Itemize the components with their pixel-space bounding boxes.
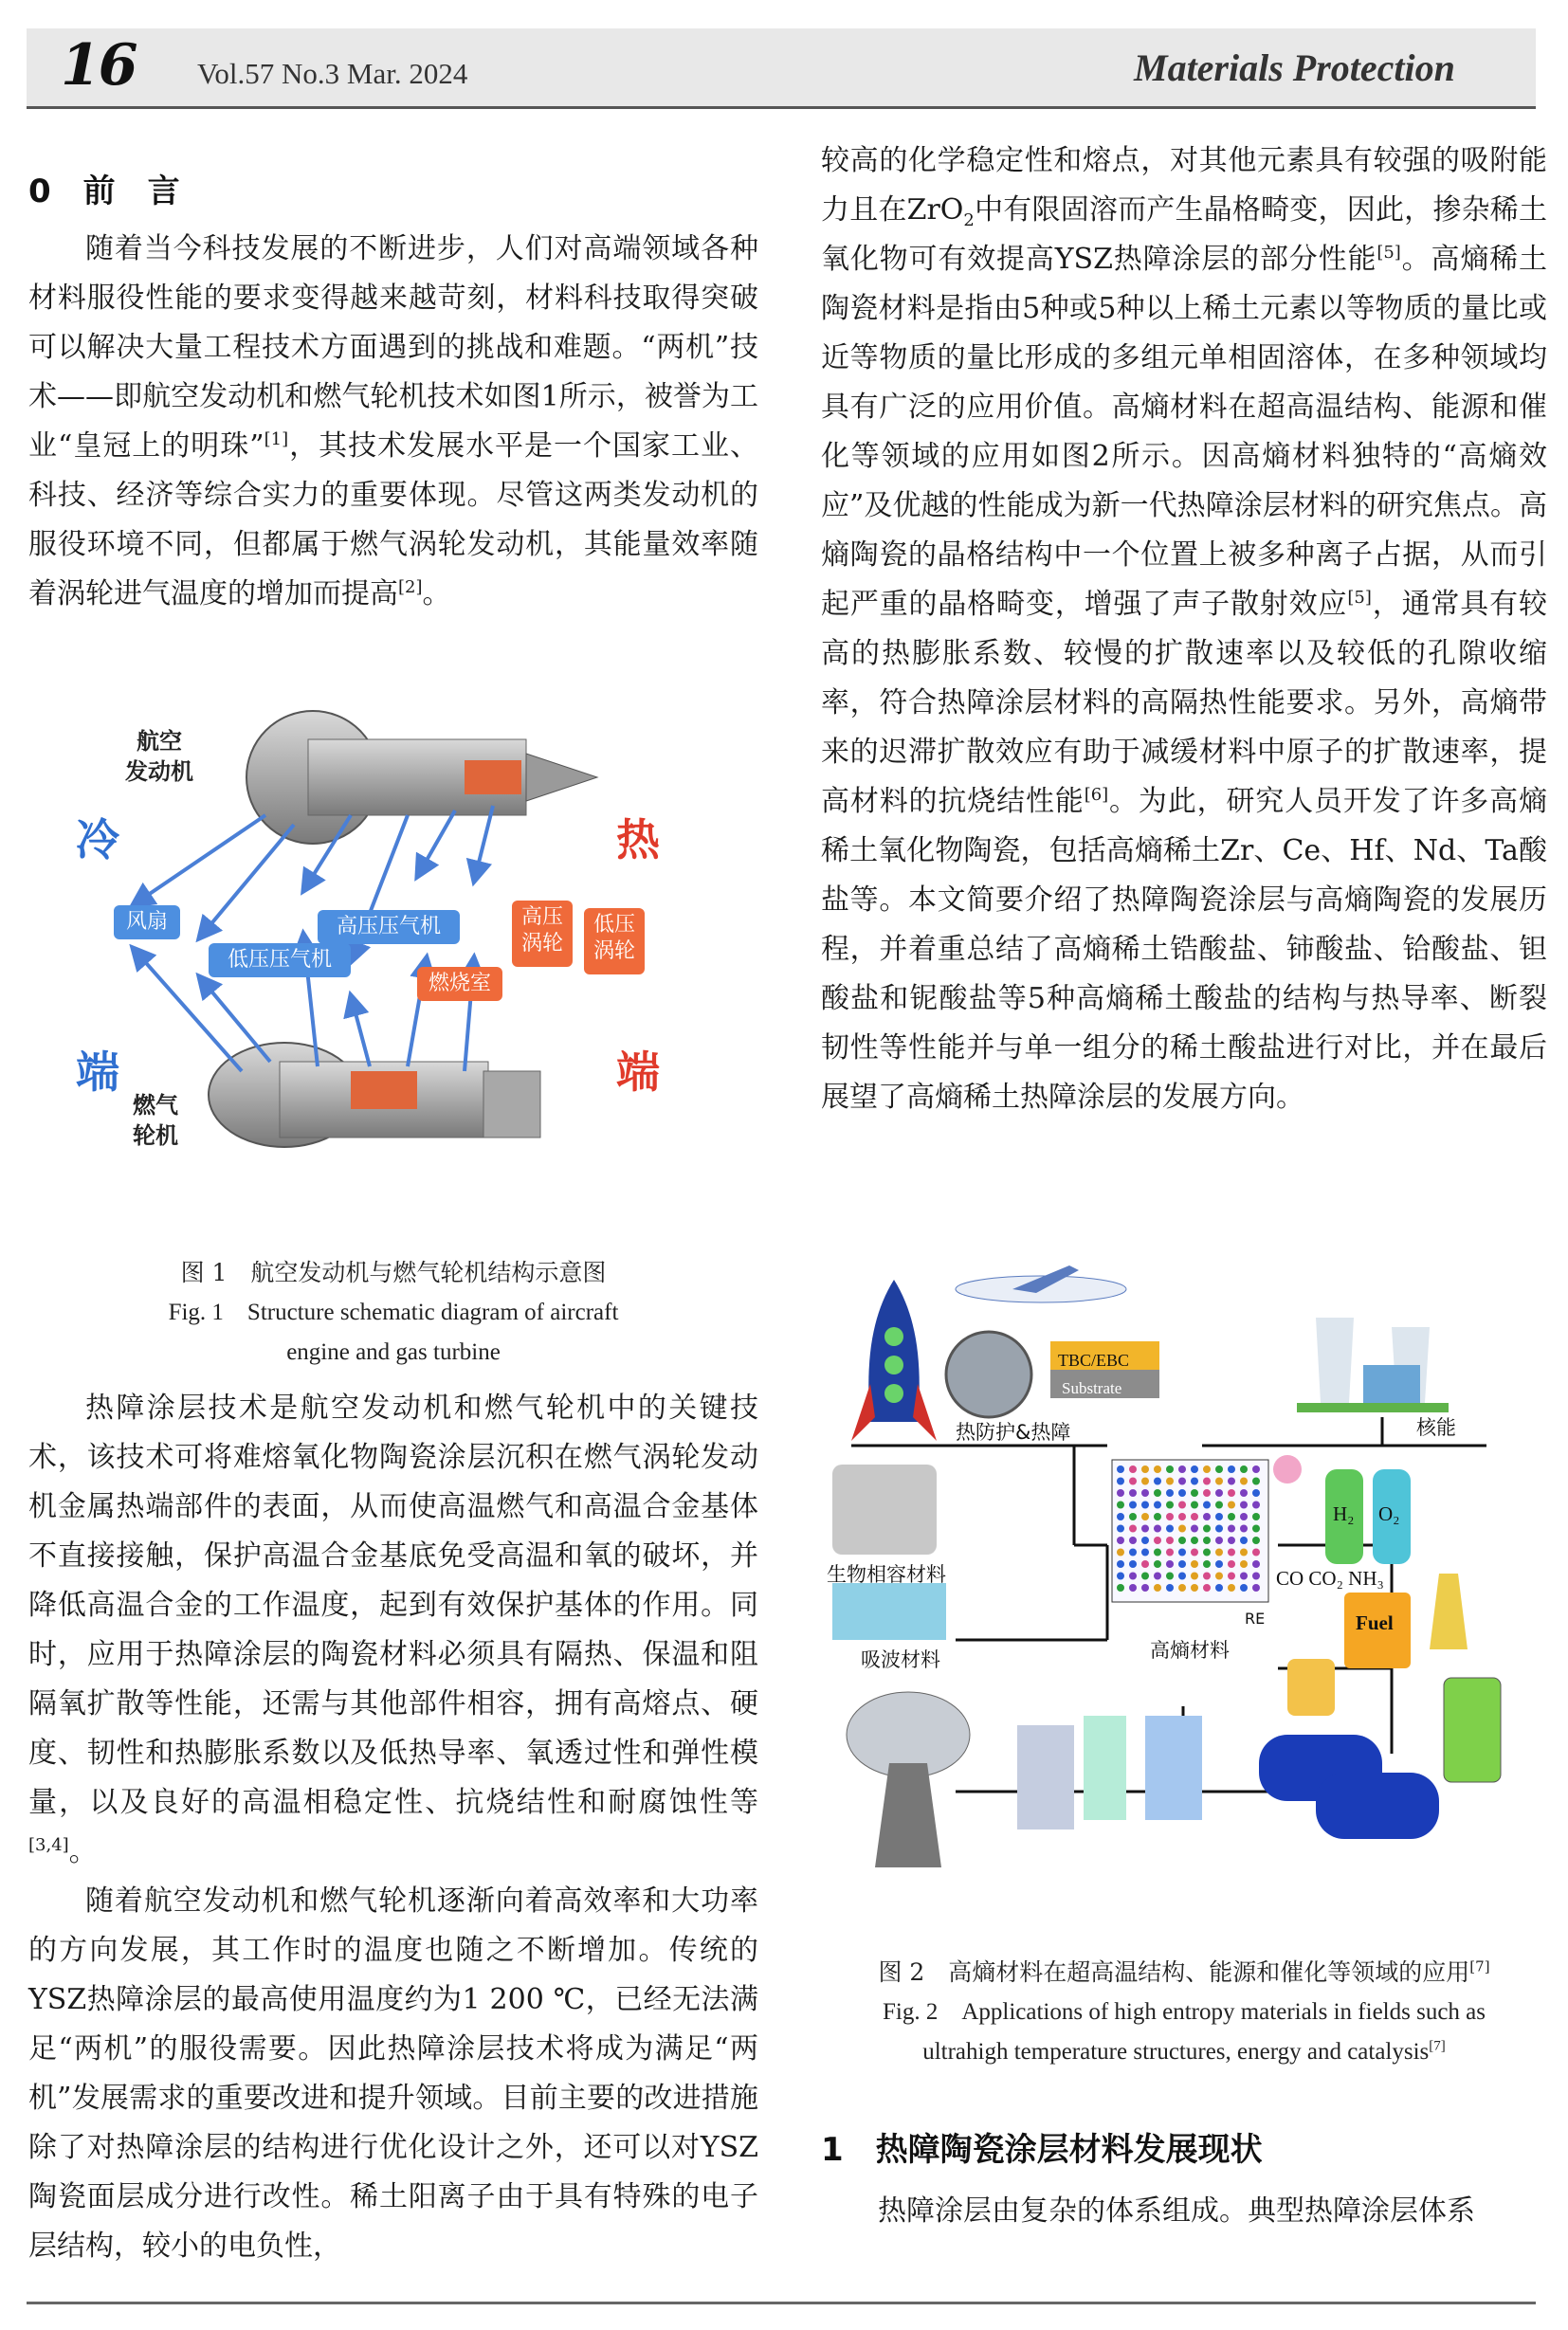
- lattice-atom: [1129, 1465, 1137, 1473]
- lattice-atom: [1215, 1560, 1223, 1568]
- figure-2-caption-cn: [821, 1953, 1547, 1993]
- lattice-atom: [1240, 1560, 1248, 1568]
- figure-1-caption-en-2: engine and gas turbine: [286, 1339, 501, 1365]
- lattice-atom: [1252, 1560, 1260, 1568]
- section-0-title: 0 前 言: [28, 173, 180, 210]
- lattice-atom: [1203, 1513, 1211, 1520]
- re-text-2: 中有限固溶而产生晶格畸变，因此，掺杂稀土氧化物可有效提高YSZ热障涂层的部分性能: [821, 193, 1548, 276]
- lattice-atom: [1215, 1502, 1223, 1509]
- lattice-atom: [1215, 1525, 1223, 1533]
- label-gas-turbine: 燃气 轮机: [133, 1092, 178, 1149]
- satellite-dish-image: [847, 1692, 970, 1867]
- lattice-atom: [1129, 1537, 1137, 1544]
- lattice-atom: [1141, 1525, 1149, 1533]
- lattice-atom: [1129, 1478, 1137, 1485]
- lattice-atom: [1228, 1489, 1235, 1497]
- high-entropy-lattice-image: [1112, 1460, 1268, 1602]
- lattice-atom: [1191, 1525, 1198, 1533]
- figure-2-caption-en-1: Fig. 2 Applications of high entropy materials in fields such as: [882, 1999, 1486, 2025]
- lattice-atom: [1154, 1478, 1161, 1485]
- label-nuclear: 核能: [1416, 1416, 1456, 1439]
- lattice-atom: [1203, 1525, 1211, 1533]
- lattice-atom: [1203, 1489, 1211, 1497]
- lattice-atom: [1166, 1465, 1174, 1473]
- figure-2-caption-cn-ref: [7]: [1469, 1957, 1490, 1975]
- lattice-atom: [1178, 1560, 1186, 1568]
- rare-earth-paragraph: [821, 137, 1547, 1122]
- label-biocompatible: 生物相容材料: [827, 1563, 946, 1586]
- lattice-atom: [1240, 1465, 1248, 1473]
- lattice-atom: [1166, 1537, 1174, 1544]
- lattice-atom: [1215, 1489, 1223, 1497]
- lattice-atom: [1240, 1478, 1248, 1485]
- lattice-atom: [1191, 1489, 1198, 1497]
- lattice-atom: [1240, 1537, 1248, 1544]
- lattice-atom: [1178, 1489, 1186, 1497]
- lattice-atom: [1203, 1478, 1211, 1485]
- figure-2-caption: [821, 1953, 1547, 2072]
- lattice-atom: [1178, 1584, 1186, 1592]
- lattice-atom: [1191, 1549, 1198, 1556]
- membrane-image: [1017, 1716, 1202, 1829]
- lattice-atom: [1228, 1478, 1235, 1485]
- lattice-atom: [1203, 1502, 1211, 1509]
- lattice-atom: [1215, 1549, 1223, 1556]
- lattice-atom: [1228, 1525, 1235, 1533]
- lattice-atom: [1215, 1584, 1223, 1592]
- lattice-atom: [1203, 1560, 1211, 1568]
- lattice-atom: [1129, 1573, 1137, 1580]
- right-column-bottom: [821, 2123, 1547, 2236]
- lattice-atom: [1141, 1513, 1149, 1520]
- lattice-atom: [1166, 1502, 1174, 1509]
- lattice-atom: [1191, 1502, 1198, 1509]
- lattice-atom: [1228, 1549, 1235, 1556]
- ref-5b: [5]: [1347, 588, 1372, 608]
- lattice-atom: [1191, 1584, 1198, 1592]
- label-aero-engine: 航空 发动机: [125, 728, 193, 785]
- lattice-atom: [1228, 1560, 1235, 1568]
- lattice-atom: [1154, 1573, 1161, 1580]
- lattice-atom: [1117, 1584, 1124, 1592]
- skeleton-image: [832, 1465, 937, 1555]
- lattice-atom: [1166, 1489, 1174, 1497]
- intro-text-3: 。: [422, 577, 451, 610]
- box-fan: 风扇: [114, 905, 180, 939]
- lattice-atom: [1141, 1584, 1149, 1592]
- figure-1: [66, 701, 673, 1232]
- lattice-atom: [1191, 1537, 1198, 1544]
- lattice-atom: [1240, 1489, 1248, 1497]
- lattice-atom: [1215, 1478, 1223, 1485]
- page-number: 16: [61, 32, 137, 99]
- lattice-atom: [1191, 1560, 1198, 1568]
- lattice-atom: [1129, 1560, 1137, 1568]
- lattice-atom: [1129, 1489, 1137, 1497]
- ref-6: [6]: [1084, 785, 1109, 805]
- figure-2-caption-en-2: [821, 2032, 1547, 2072]
- box-hp-compressor: 高压压气机: [318, 910, 460, 944]
- lattice-atom: [1117, 1537, 1124, 1544]
- lattice-atom: [1178, 1537, 1186, 1544]
- lattice-atom: [1154, 1537, 1161, 1544]
- lattice-atom: [1154, 1513, 1161, 1520]
- lattice-atom: [1141, 1560, 1149, 1568]
- lattice-atom: [1141, 1573, 1149, 1580]
- lattice-atom: [1203, 1584, 1211, 1592]
- lattice-atom: [1117, 1513, 1124, 1520]
- figure-1-caption-en-1: Fig. 1 Structure schematic diagram of aircraft: [168, 1300, 619, 1325]
- lattice-atom: [1154, 1465, 1161, 1473]
- lattice-atom: [1166, 1513, 1174, 1520]
- lattice-atom: [1154, 1502, 1161, 1509]
- airplane-image: [956, 1265, 1126, 1302]
- label-h2: H₂: [1333, 1502, 1355, 1525]
- lattice-atom: [1141, 1549, 1149, 1556]
- figure-2-caption-en-2-text: ultrahigh temperature structures, energy and catalysis: [922, 2039, 1430, 2065]
- lattice-atom: [1178, 1573, 1186, 1580]
- figure-2: [823, 1261, 1545, 1943]
- label-cold: 冷: [76, 814, 119, 865]
- lattice-atom: [1252, 1465, 1260, 1473]
- lattice-atom: [1228, 1465, 1235, 1473]
- lattice-atom: [1166, 1525, 1174, 1533]
- left-column-top: [28, 165, 758, 619]
- figure-2-graphic: [823, 1261, 1545, 1943]
- lattice-atom: [1252, 1525, 1260, 1533]
- label-absorbing: 吸波材料: [861, 1648, 940, 1671]
- section-1-paragraph: 热障涂层由复杂的体系组成。典型热障涂层体系: [878, 2194, 1475, 2228]
- lattice-atom: [1203, 1549, 1211, 1556]
- tbc-text: 热障涂层技术是航空发动机和燃气轮机中的关键技术，该技术可将难熔氧化物陶瓷涂层沉积在燃气涡轮发动机金属热端部件的表面，从而使高温燃气和高温合金基体不直接接触，保护高温合金基底免受高温和氧的破坏，并降低高温合金的工作温度，起到有效保护基体的作用。同时，应用于热障涂层的陶瓷材料必须具有隔热、保温和阻隔氧扩散等性能，还需与其他部件相容，拥有高熔点、硬度、韧性和热膨胀系数以及低热导率、氧透过性和弹性模量，以及良好的高温相稳定性、抗烧结性和耐腐蚀性等: [28, 1392, 758, 1819]
- lattice-atom: [1129, 1525, 1137, 1533]
- lattice-atom: [1129, 1502, 1137, 1509]
- lattice-atom: [1154, 1560, 1161, 1568]
- lattice-atom: [1203, 1465, 1211, 1473]
- lattice-atom: [1117, 1549, 1124, 1556]
- lattice-atom: [1154, 1584, 1161, 1592]
- re-text-1: 较高的化学稳定性和熔点，对其他元素具有较强的吸附能力且在ZrO: [821, 144, 1547, 227]
- lattice-atom: [1178, 1549, 1186, 1556]
- figure-2-caption-cn-text: 图 2 高熵材料在超高温结构、能源和催化等领域的应用: [878, 1958, 1470, 1986]
- label-o2: O₂: [1378, 1502, 1400, 1525]
- lattice-atom: [1117, 1478, 1124, 1485]
- label-tbc-ebc: TBC/EBC: [1058, 1351, 1130, 1370]
- tbc-text-end: 。: [68, 1835, 98, 1868]
- label-high-entropy-material: 高熵材料: [1150, 1639, 1230, 1662]
- lattice-atom: [1228, 1573, 1235, 1580]
- intro-text-1: 随着当今科技发展的不断进步，人们对高端领域各种材料服役性能的要求变得越来越苛刻，材料科技取得突破可以解决大量工程技术方面遇到的挑战和难题。“两机”技术——即航空发动机和燃气轮机技术如图1所示，被誉为工业“皇冠上的明珠”: [28, 232, 758, 463]
- lattice-atom: [1215, 1537, 1223, 1544]
- label-thermal-protection: 热防护&热障: [956, 1421, 1071, 1444]
- lattice-atom: [1154, 1489, 1161, 1497]
- ref-2: [2]: [398, 577, 423, 597]
- lattice-atom: [1203, 1573, 1211, 1580]
- bottle-image: [1287, 1659, 1335, 1716]
- lattice-atom: [1117, 1502, 1124, 1509]
- lattice-atom: [1178, 1513, 1186, 1520]
- lattice-atom: [1141, 1465, 1149, 1473]
- lattice-atom: [1191, 1465, 1198, 1473]
- lattice-atom: [1252, 1537, 1260, 1544]
- figure-2-caption-en-ref: [7]: [1429, 2038, 1446, 2054]
- section-1-title: 1 热障陶瓷涂层材料发展现状: [821, 2131, 1263, 2169]
- label-substrate: Substrate: [1062, 1379, 1122, 1397]
- development-paragraph: 随着航空发动机和燃气轮机逐渐向着高效率和大功率的方向发展，其工作时的温度也随之不断增加。传统的YSZ热障涂层的最高使用温度约为1 200 ℃，已经无法满足“两机”的服役需要。因此热障涂层技术将成为满足“两机”发展需求的重要改进和提升领域。目前主要的改进措施除了对热障涂层的结构进行优化设计之外，还可以对YSZ陶瓷面层成分进行改性。稀土阳离子由于具有特殊的电子层结构，较小的电负性，: [28, 1884, 758, 2263]
- lattice-atom: [1166, 1478, 1174, 1485]
- lattice-atom: [1166, 1560, 1174, 1568]
- box-combustor: 燃烧室: [417, 967, 502, 1001]
- re-text-4: ，通常具有较高的热膨胀系数、较慢的扩散速率以及较低的孔隙收缩率，符合热障涂层材料的高隔热性能要求。另外，高熵带来的迟滞扩散效应有助于减缓材料中原子的扩散速率，提高材料的抗烧结性能: [821, 588, 1547, 818]
- ref-3-4: [3,4]: [28, 1835, 69, 1855]
- left-column-bottom: [28, 1384, 758, 2271]
- lattice-atom: [1166, 1573, 1174, 1580]
- lattice-atom: [1252, 1573, 1260, 1580]
- intro-text-2: ，其技术发展水平是一个国家工业、科技、经济等综合实力的重要体现。尽管这两类发动机的服役环境不同，但都属于燃气涡轮发动机，其能量效率随着涡轮进气温度的增加而提高: [28, 429, 758, 610]
- lattice-atom: [1191, 1513, 1198, 1520]
- label-fuel: Fuel: [1356, 1611, 1394, 1634]
- lattice-atom: [1240, 1502, 1248, 1509]
- lattice-atom: [1178, 1525, 1186, 1533]
- lattice-atom: [1228, 1584, 1235, 1592]
- lattice-atom: [1240, 1584, 1248, 1592]
- lattice-atom: [1178, 1478, 1186, 1485]
- lattice-atom: [1252, 1489, 1260, 1497]
- label-re: RE: [1245, 1610, 1266, 1628]
- lattice-atom: [1240, 1573, 1248, 1580]
- lattice-atom: [1129, 1584, 1137, 1592]
- lattice-atom: [1117, 1525, 1124, 1533]
- fan-image: [946, 1332, 1031, 1417]
- volume-info: Vol.57 No.3 Mar. 2024: [197, 57, 468, 90]
- lattice-atom: [1178, 1465, 1186, 1473]
- ref-5a: [5]: [1377, 243, 1401, 263]
- label-gases: CO CO₂ NH₃: [1276, 1567, 1384, 1590]
- lattice-atom: [1228, 1502, 1235, 1509]
- gas-turbine-image: [209, 1043, 540, 1147]
- lattice-atom: [1228, 1513, 1235, 1520]
- rocket-image: [851, 1280, 937, 1441]
- ref-1: [1]: [264, 429, 289, 449]
- box-lp-turbine: 低压 涡轮: [584, 908, 645, 974]
- figure-1-caption-cn: 图 1 航空发动机与燃气轮机结构示意图: [180, 1259, 607, 1286]
- lattice-atom: [1141, 1502, 1149, 1509]
- lattice-atom: [1228, 1537, 1235, 1544]
- lattice-atom: [1240, 1525, 1248, 1533]
- lattice-atom: [1252, 1502, 1260, 1509]
- lattice-atom: [1215, 1513, 1223, 1520]
- footer-rule: [27, 2302, 1536, 2304]
- zro2-sub: 2: [963, 210, 975, 230]
- capacitors-image: [1259, 1735, 1439, 1839]
- lattice-atom: [1240, 1549, 1248, 1556]
- tbc-paragraph: [28, 1384, 758, 1877]
- lattice-atom: [1154, 1525, 1161, 1533]
- battery-image: [1444, 1678, 1501, 1782]
- lattice-atom: [1215, 1465, 1223, 1473]
- journal-name: Materials Protection: [1134, 46, 1455, 89]
- lattice-atom: [1117, 1573, 1124, 1580]
- lattice-atom: [1117, 1560, 1124, 1568]
- lattice-atom: [1178, 1502, 1186, 1509]
- re-text-5: 。为此，研究人员开发了许多高熵稀土氧化物陶瓷，包括高熵稀土Zr、Ce、Hf、Nd、Ta酸盐等。本文简要介绍了热障陶瓷涂层与高熵陶瓷的发展历程，并着重总结了高熵稀土锆酸盐、铈酸盐、铪酸盐、钽酸盐和铌酸盐等5种高熵稀土酸盐的结构与热导率、断裂韧性等性能并与单一组分的稀土酸盐进行对比，并在最后展望了高熵稀土热障涂层的发展方向。: [821, 785, 1547, 1114]
- box-lp-compressor: 低压压气机: [209, 943, 351, 977]
- lattice-atom: [1166, 1549, 1174, 1556]
- absorber-image: [832, 1583, 946, 1640]
- aero-engine-image: [246, 711, 597, 844]
- lattice-atom: [1240, 1513, 1248, 1520]
- box-hp-turbine: 高压 涡轮: [512, 901, 573, 967]
- lattice-atom: [1252, 1513, 1260, 1520]
- lattice-atom: [1141, 1489, 1149, 1497]
- lattice-atom: [1117, 1465, 1124, 1473]
- lattice-atom: [1117, 1489, 1124, 1497]
- intro-paragraph: [28, 225, 758, 619]
- header-rule: [27, 106, 1536, 109]
- lattice-atom: [1129, 1549, 1137, 1556]
- lattice-atom: [1203, 1537, 1211, 1544]
- re-text-3: 。高熵稀土陶瓷材料是指由5种或5种以上稀土元素以等物质的量比或近等物质的量比形成的多组元单相固溶体，在多种领域均具有广泛的应用价值。高熵材料在超高温结构、能源和催化等领域的应用如图2所示。因高熵材料独特的“高熵效应”及优越的性能成为新一代热障涂层材料的研究焦点。高熵陶瓷的晶格结构中一个位置上被多种离子占据，从而引起严重的晶格畸变，增强了声子散射效应: [821, 243, 1548, 621]
- nuclear-plant-image: [1297, 1318, 1449, 1412]
- label-hot-end: 端: [616, 1047, 660, 1098]
- lattice-atom: [1141, 1478, 1149, 1485]
- lattice-atom: [1129, 1513, 1137, 1520]
- lattice-atom: [1252, 1549, 1260, 1556]
- lattice-atom: [1252, 1584, 1260, 1592]
- figure-1-caption: [28, 1253, 758, 1373]
- label-hot: 热: [616, 814, 660, 865]
- lattice-atom: [1166, 1584, 1174, 1592]
- label-cold-end: 端: [76, 1047, 119, 1098]
- right-column-top: [821, 137, 1547, 1122]
- lattice-atom: [1252, 1478, 1260, 1485]
- lattice-atom: [1191, 1478, 1198, 1485]
- lattice-atom: [1154, 1549, 1161, 1556]
- lattice-atom: [1215, 1573, 1223, 1580]
- flask-image: [1430, 1574, 1468, 1649]
- lattice-atom: [1141, 1537, 1149, 1544]
- lattice-atom: [1191, 1573, 1198, 1580]
